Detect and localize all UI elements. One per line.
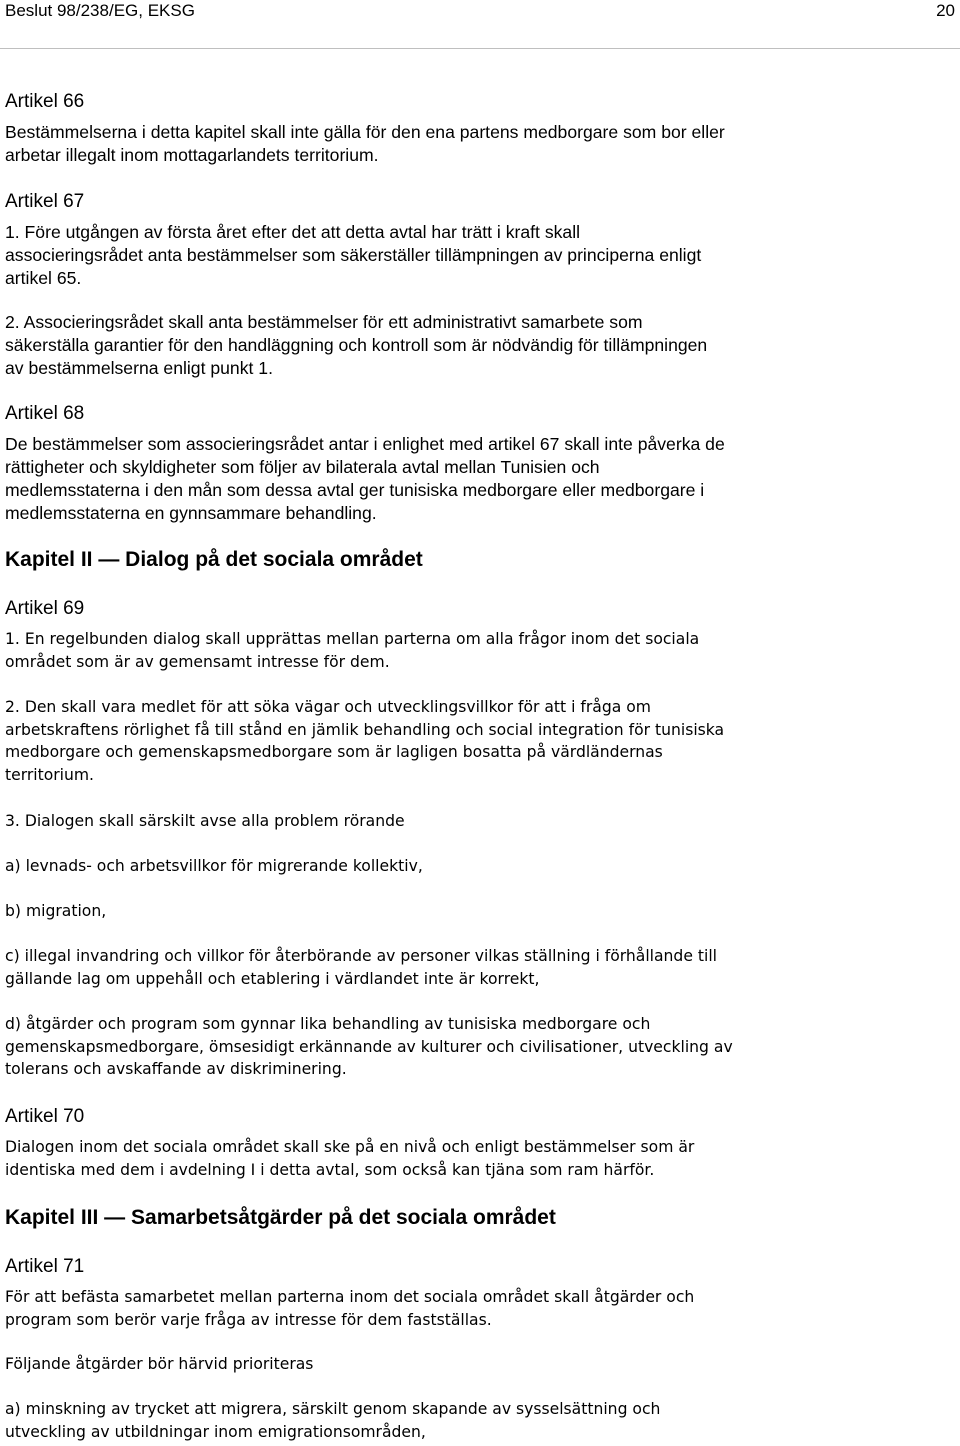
article-66-heading: Artikel 66 [5,91,85,112]
text-line: medborgare och gemenskapsmedborgare som är lagligen bosatta på värdländernas [5,743,663,762]
text-line: 2. Den skall vara medlet för att söka vägar och utvecklingsvillkor för att i fråga om [5,698,651,716]
text-line: a) minskning av trycket att migrera, särskilt genom skapande av sysselsättning och [5,1400,661,1418]
text-line: 2. Associeringsrådet skall anta bestämmelser för ett administrativt samarbete som [5,312,643,332]
article-67-paragraph-2 [5,311,955,380]
text-line: a) levnads- och arbetsvillkor för migrerande kollektiv, [5,857,423,875]
article-69-paragraph-3 [5,810,955,833]
text-line: arbetskraftens rörlighet få till stånd en jämlik behandling och social integration för tunisiska [5,720,725,739]
text-line: medlemsstaterna i den mån som dessa avtal ger tunisiska medborgare eller medborgare i [5,480,705,500]
text-line: associeringsrådet anta bestämmelser som säkerställer tillämpningen av principerna enligt [5,245,702,265]
text-line: artikel 65. [5,268,82,288]
article-67-paragraph-1 [5,221,955,290]
article-71-paragraph-2 [5,1353,955,1376]
article-66-text [5,121,955,167]
text-line: Bestämmelserna i detta kapitel skall inte gälla för den ena partens medborgare som bor eller [5,122,725,142]
page-header [0,0,960,49]
article-71-paragraph-1 [5,1286,955,1331]
article-70-text [5,1136,955,1181]
text-line: gällande lag om uppehåll och etablering i värdlandet inte är korrekt, [5,969,540,988]
article-69-item-c [5,945,955,990]
article-69-item-b [5,900,955,923]
text-line: rättigheter och skyldigheter som följer av bilaterala avtal mellan Tunisien och [5,457,600,477]
text-line: 3. Dialogen skall särskilt avse alla problem rörande [5,812,405,830]
text-line: c) illegal invandring och villkor för återbörande av personer vilkas ställning i förhållande till [5,947,717,965]
article-71-item-a [5,1398,955,1443]
text-line: tolerans och avskaffande av diskriminering. [5,1060,347,1079]
page-number: 20 [936,1,955,20]
article-69-item-a [5,855,955,878]
article-69-heading: Artikel 69 [5,598,85,619]
text-line: utveckling av utbildningar inom emigrationsområden, [5,1422,426,1441]
article-68-heading: Artikel 68 [5,403,85,424]
text-line: identiska med dem i avdelning I i detta avtal, som också kan tjäna som ram härför. [5,1160,655,1179]
article-70-heading: Artikel 70 [5,1106,85,1127]
article-69-paragraph-2 [5,696,955,787]
text-line: 1. Före utgången av första året efter det att detta avtal har trätt i kraft skall [5,222,581,242]
text-line: Följande åtgärder bör härvid prioriteras [5,1355,314,1373]
text-line: 1. En regelbunden dialog skall upprättas mellan parterna om alla frågor inom det sociala [5,630,700,648]
text-line: program som berör varje fråga av intresse för dem fastställas. [5,1310,492,1329]
text-line: För att befästa samarbetet mellan parterna inom det sociala området skall åtgärder och [5,1288,695,1306]
document-reference: Beslut 98/238/EG, EKSG [5,1,195,20]
text-line: De bestämmelser som associeringsrådet antar i enlighet med artikel 67 skall inte påverka de [5,434,725,454]
text-line: gemenskapsmedborgare, ömsesidigt erkännande av kulturer och civilisationer, utveckling av [5,1037,733,1056]
text-line: arbetar illegalt inom mottagarlandets territorium. [5,145,379,165]
text-line: territorium. [5,766,95,785]
text-line: Dialogen inom det sociala området skall ske på en nivå och enligt bestämmelser som är [5,1138,695,1156]
text-line: b) migration, [5,902,107,920]
article-69-item-d [5,1013,955,1081]
chapter-2-heading: Kapitel II — Dialog på det sociala området [5,548,423,571]
text-line: av bestämmelserna enligt punkt 1. [5,358,273,378]
chapter-3-heading: Kapitel III — Samarbetsåtgärder på det sociala området [5,1206,556,1229]
text-line: säkerställa garantier för den handläggning och kontroll som är nödvändig för tillämpningen [5,335,708,355]
article-71-heading: Artikel 71 [5,1256,85,1277]
article-69-paragraph-1 [5,628,955,673]
article-67-heading: Artikel 67 [5,191,85,212]
text-line: d) åtgärder och program som gynnar lika behandling av tunisiska medborgare och [5,1015,651,1033]
text-line: medlemsstaterna en gynnsammare behandling. [5,503,377,523]
article-68-text [5,433,955,525]
text-line: området som är av gemensamt intresse för dem. [5,652,390,671]
